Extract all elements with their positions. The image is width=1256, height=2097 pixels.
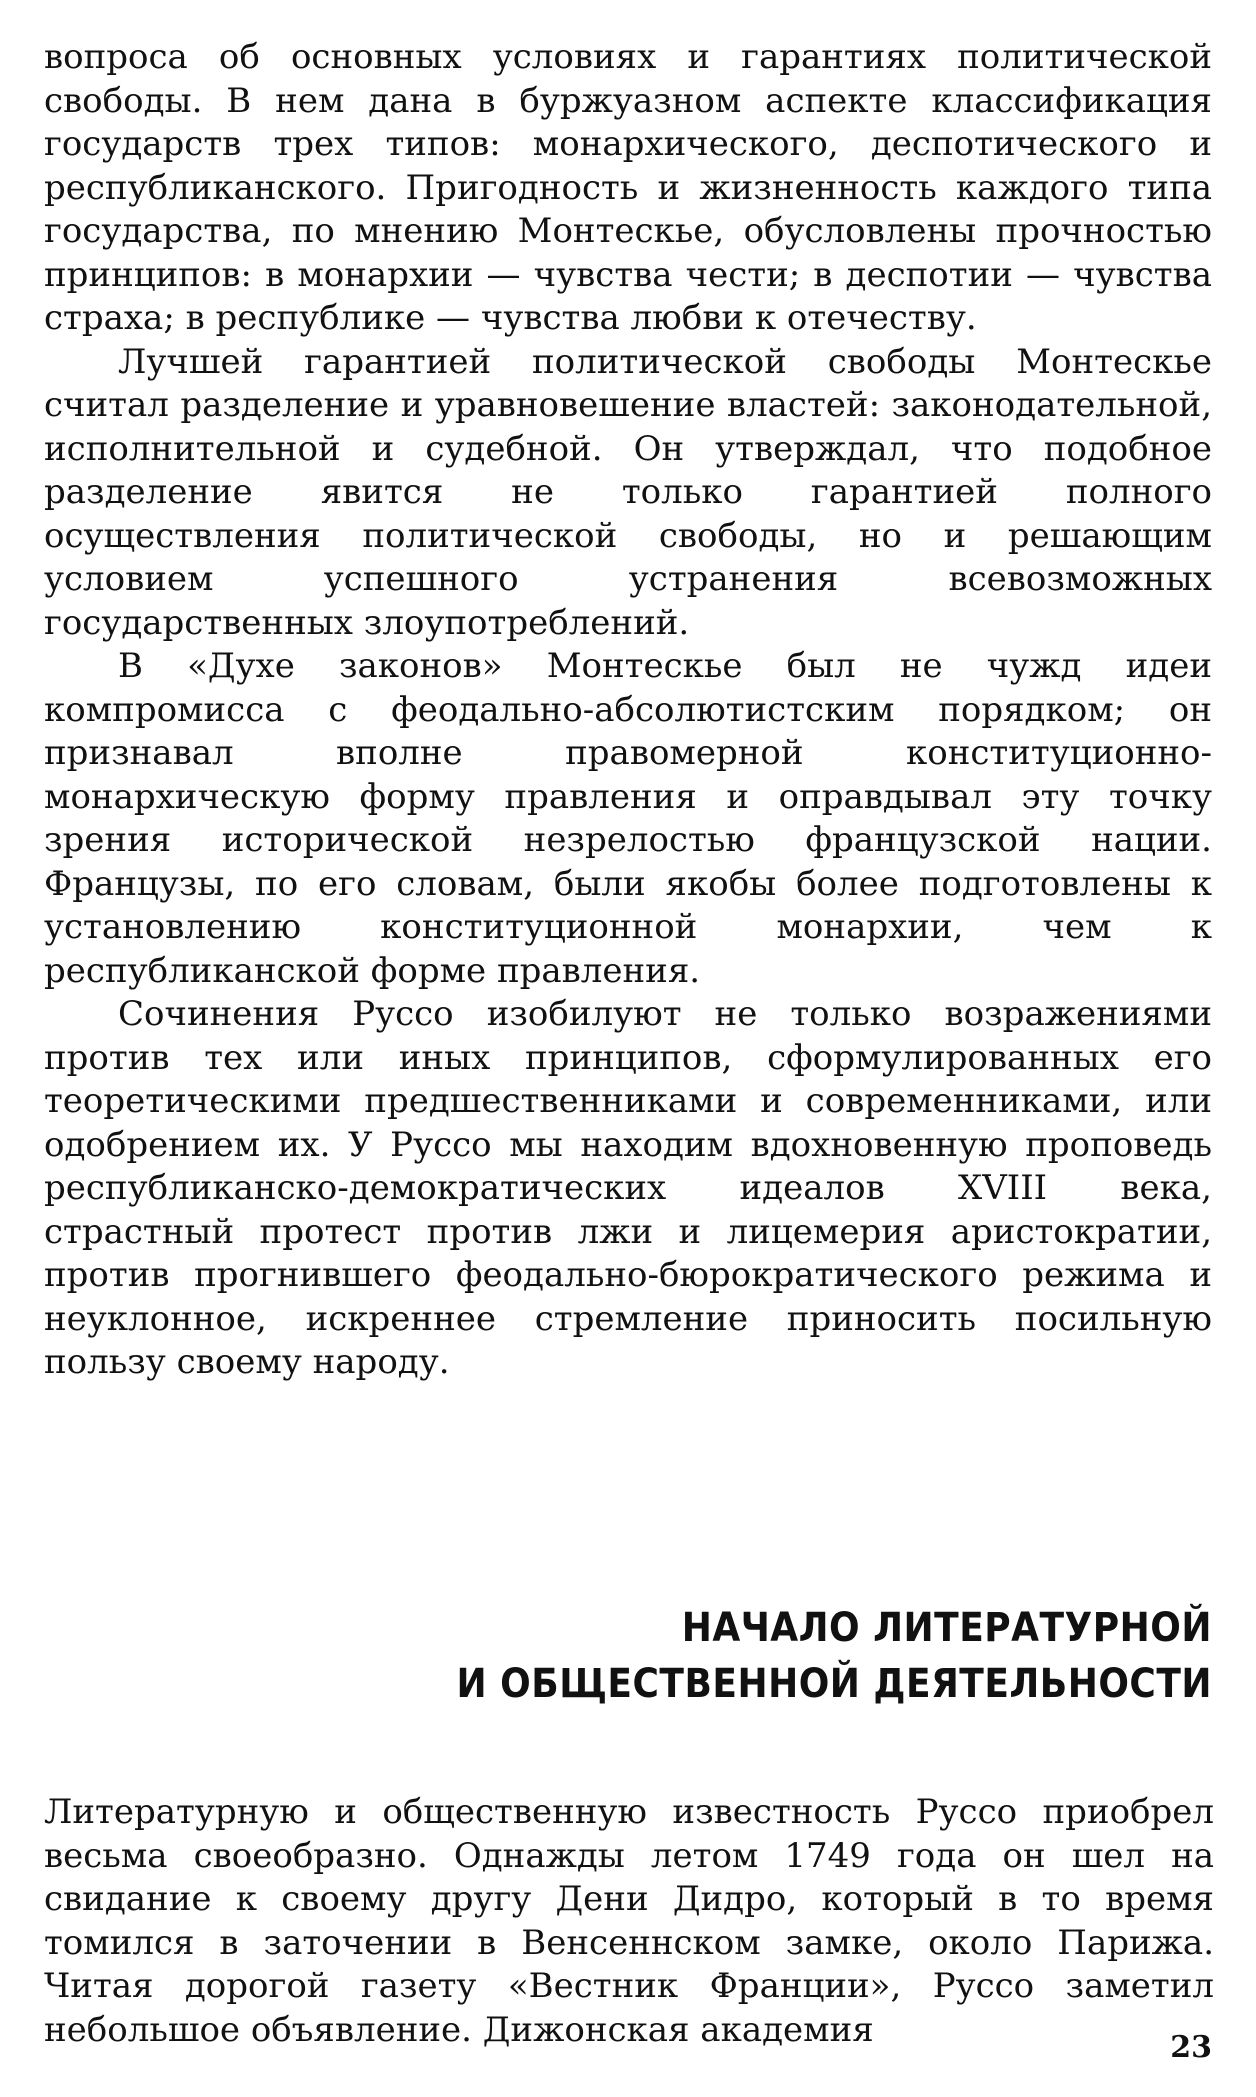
main-text-bottom (44, 1791, 1214, 2052)
paragraph-5: Литературную и общественную известность Руссо приобрел весьма своеобразно. Однажды летом 1749 года он шел на свидание к своему другу Дени Дидро, который в то время томился в заточении в Венсеннском замке, около Парижа. Читая дорогой газету «Вестник Франции», Руссо заметил небольшое объявление. Дижонская академия (44, 1792, 1214, 2050)
paragraph-2: Лучшей гарантией политической свободы Монтескье считал разделение и уравновешение властей: законодательной, исполнительной и судебной. Он утверждал, что подобное разделение явится не только гарантией полного осуществления политической свободы, но и решающим условием успешного устранения всевозможных государственных злоупотреблений. (44, 341, 1212, 643)
paragraph-3: В «Духе законов» Монтескье был не чужд идеи компромисса с феодально-абсолютистским порядком; он признавал вполне правомерной конституционно-монархическую форму правления и оправдывал эту точку зрения исторической незрелостью французской нации. Французы, по его словам, были якобы более подготовлены к установлению конституционной монархии, чем к республиканской форме правления. (44, 646, 1212, 991)
chapter-heading-line-1: НАЧАЛО ЛИТЕРАТУРНОЙ (681, 1605, 1212, 1651)
chapter-heading (457, 1600, 1212, 1712)
paragraph-4: Сочинения Руссо изобилуют не только возражениями против тех или иных принципов, сформулированных его теоретическими предшественниками и современниками, или одобрением их. У Руссо мы находим вдохновенную проповедь республиканско-демократических идеалов XVIII века, страстный протест против лжи и лицемерия аристократии, против прогнившего феодально-бюрократического режима и неуклонное, искреннее стремление приносить посильную пользу своему народу. (44, 994, 1212, 1382)
chapter-heading-line-2: И ОБЩЕСТВЕННОЙ ДЕЯТЕЛЬНОСТИ (456, 1661, 1212, 1707)
main-text-top (44, 36, 1212, 1385)
paragraph-1: вопроса об основных условиях и гарантиях политической свободы. В нем дана в буржуазном аспекте классификация государств трех типов: монархического, деспотического и республиканского. Пригодность и жизненность каждого типа государства, по мнению Монтескье, обусловлены прочностью принципов: в монархии — чувства чести; в деспотии — чувства страха; в республике — чувства любви к отечеству. (44, 37, 1212, 338)
page-number: 23 (1170, 2030, 1212, 2065)
